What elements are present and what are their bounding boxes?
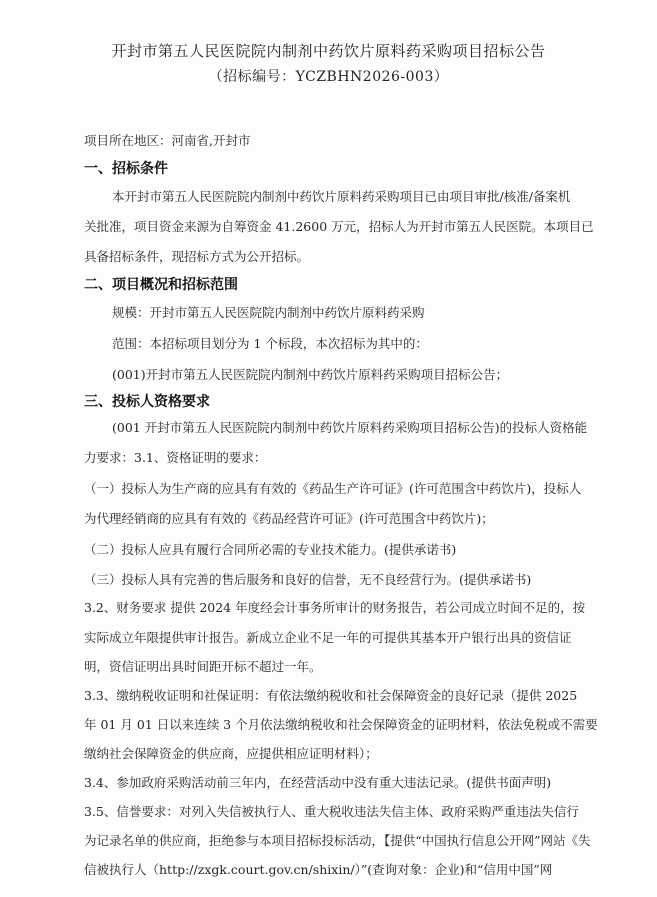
paragraph-line: 3.2、财务要求 提供 2024 年度经会计事务所审计的财务报告，若公司成立时间不足的，按 <box>84 600 586 615</box>
document-title: 开封市第五人民医院院内制剂中药饮片原料药采购项目招标公告 <box>111 42 546 60</box>
paragraph-line: 为代理经销商的应具有有效的《药品经营许可证》(许可范围含中药饮片)； <box>84 511 494 526</box>
paragraph-line: (001)开封市第五人民医院院内制剂中药饮片原料药采购项目招标公告； <box>112 367 509 382</box>
bid-number: （招标编号：YCZBHN2026-003） <box>208 69 449 85</box>
paragraph-line: （一）投标人为生产商的应具有有效的《药品生产许可证》(许可范围含中药饮片)，投标人 <box>84 481 582 496</box>
paragraph-line: 实际成立年限提供审计报告。新成立企业不足一年的可提供其基本开户银行出具的资信证 <box>84 630 572 645</box>
paragraph-line: （三）投标人具有完善的售后服务和良好的信誉，无不良经营行为。(提供承诺书) <box>84 572 532 587</box>
paragraph-line: 为记录名单的供应商，拒绝参与本项目招标投标活动，【提供“中国执行信息公开网”网站《失 <box>84 833 591 848</box>
paragraph-line: 缴纳社会保障资金的供应商，应提供相应证明材料）； <box>84 746 378 761</box>
paragraph-line: 力要求：3.1、资格证明的要求： <box>84 450 267 465</box>
paragraph-line: 关批准，项目资金来源为自筹资金 41.2600 万元，招标人为开封市第五人民医院。本项目已 <box>84 219 594 234</box>
paragraph-line: 具备招标条件，现招标方式为公开招标。 <box>84 249 310 264</box>
section-heading-1: 一、招标条件 <box>84 161 168 177</box>
paragraph-line: 3.4、参加政府采购活动前三年内，在经营活动中没有重大违法记录。(提供书面声明) <box>84 775 552 790</box>
paragraph-line: 3.3、缴纳税收证明和社保证明：有依法缴纳税收和社会保障资金的良好记录（提供 2025 <box>84 688 578 703</box>
paragraph-line: 规模：开封市第五人民医院院内制剂中药饮片原料药采购 <box>112 305 425 320</box>
paragraph-line: 年 01 月 01 日以来连续 3 个月依法缴纳税收和社会保障资金的证明材料，依法免税或不需要 <box>84 717 598 732</box>
paragraph-line: （二）投标人应具有履行合同所必需的专业技术能力。(提供承诺书) <box>84 542 457 557</box>
paragraph-line: 范围：本招标项目划分为 1 个标段，本次招标为其中的： <box>112 336 428 351</box>
section-heading-2: 二、项目概况和招标范围 <box>84 277 238 293</box>
section-heading-3: 三、投标人资格要求 <box>84 394 210 410</box>
paragraph-line: 明，资信证明出具时间距开标不超过一年。 <box>84 659 322 674</box>
paragraph-line: (001 开封市第五人民医院院内制剂中药饮片原料药采购项目招标公告)的投标人资格能 <box>112 420 588 435</box>
paragraph-line: 本开封市第五人民医院院内制剂中药饮片原料药采购项目已由项目审批/核准/备案机 <box>112 189 571 204</box>
paragraph-line: 3.5、信誉要求：对列入失信被执行人、重大税收违法失信主体、政府采购严重违法失信行 <box>84 804 579 819</box>
project-region: 项目所在地区：河南省,开封市 <box>84 133 251 148</box>
paragraph-line: 信被执行人（http://zxgk.court.gov.cn/shixin/）”(查询对象：企业)和“信用中国”网 <box>84 862 553 877</box>
